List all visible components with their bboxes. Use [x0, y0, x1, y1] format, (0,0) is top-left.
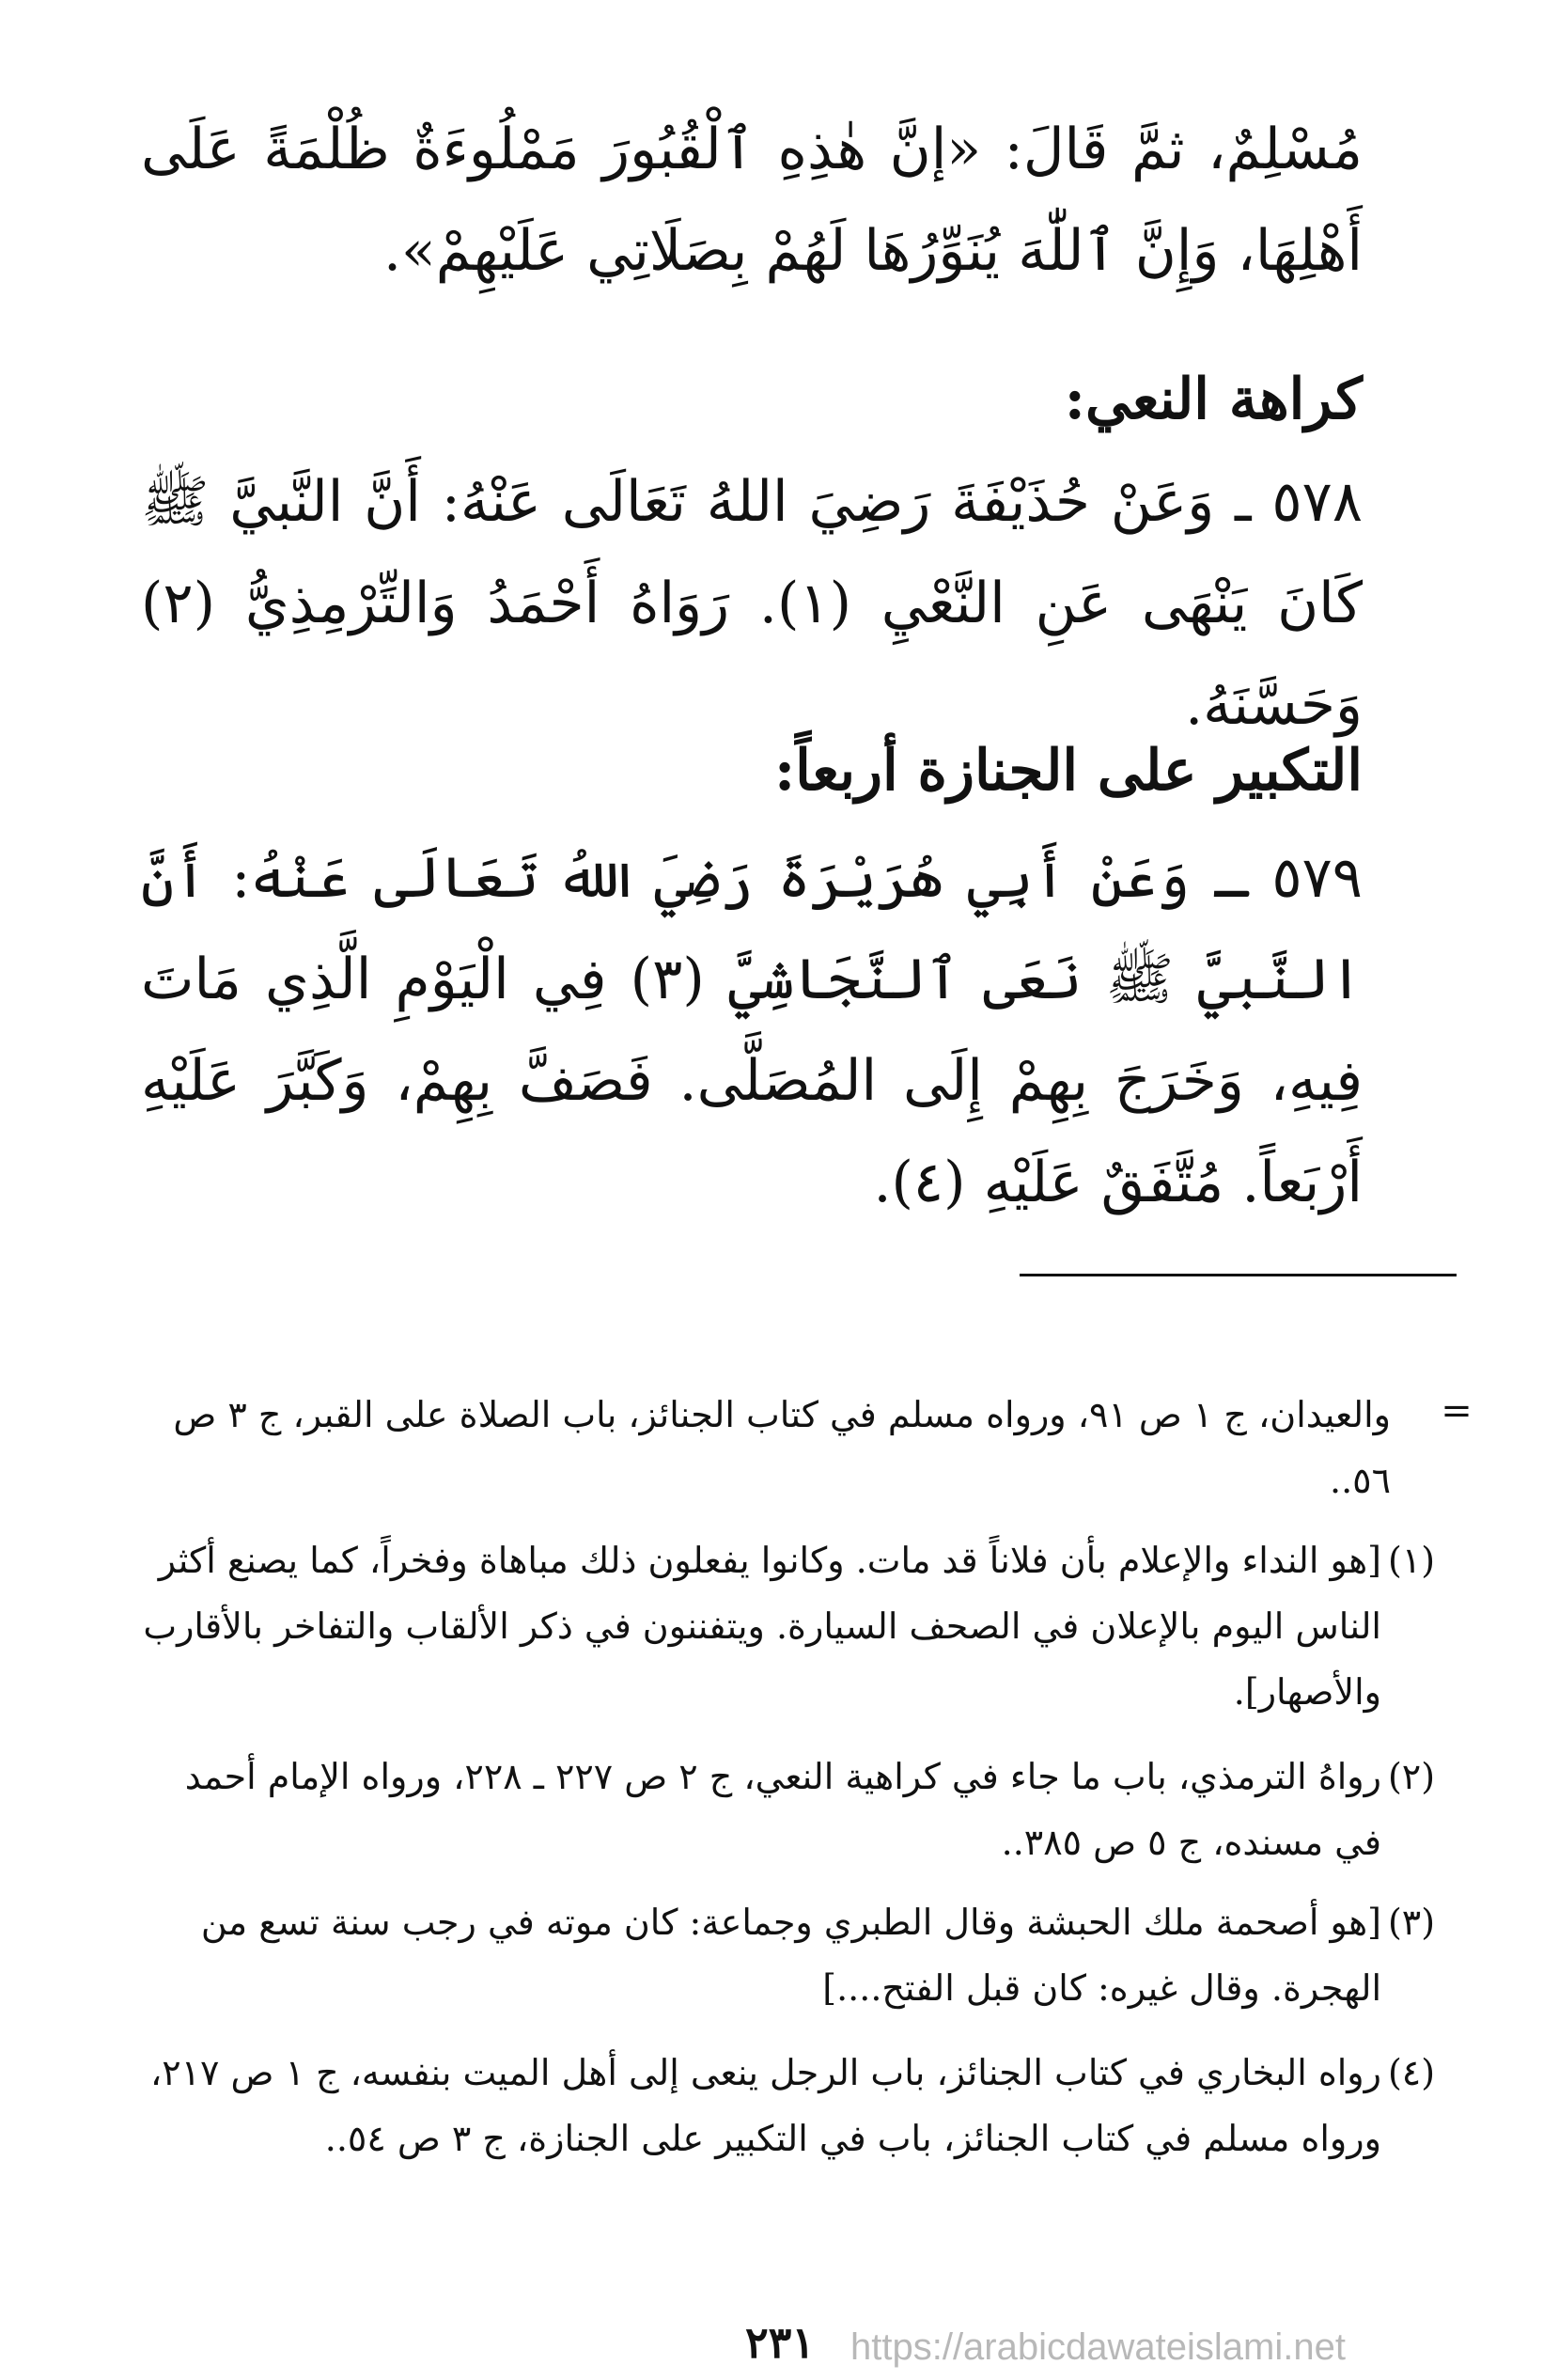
- footnote-text: [هو النداء والإعلام بأن فلاناً قد مات. وكانوا يفعلون ذلك مباهاة وفخراً، كما يصنع أكثر الناس اليوم بالإعلان في الصحف السيارة. ويتفننون في ذكر الألقاب والتفاخر بالأقارب والأصهار].: [143, 1540, 1381, 1713]
- footnote-number: (٤): [1387, 2052, 1436, 2093]
- section-heading-takbir: التكبير على الجنازة أربعاً:: [773, 738, 1363, 804]
- hadith-continuation: مُسْلِمٌ، ثمَّ قَالَ: «إنَّ هٰذِهِ ٱلْقُبُورَ مَمْلُوءَةٌ ظُلْمَةً عَلَى أَهْلِهَا، وَإِنَّ ٱللّٰهَ يُنَوِّرُهَا لَهُمْ بِصَلَاتِي عَلَيْهِمْ».: [141, 117, 1363, 284]
- footnote-text: رواهُ الترمذي، باب ما جاء في كراهية النعي، ج ٢ ص ٢٢٧ ـ ٢٢٨، ورواه الإمام أحمد في مسنده، ج ٥ ص ٣٨٥..: [184, 1756, 1381, 1863]
- footnote-number: (٢): [1387, 1756, 1436, 1797]
- footnote-text: رواه البخاري في كتاب الجنائز، باب الرجل ينعى إلى أهل الميت بنفسه، ج ١ ص ٢١٧، ورواه مسلم في كتاب الجنائز، باب في التكبير على الجنازة، ج ٣ ص ٥٤..: [149, 2052, 1381, 2159]
- footnote-3: [141, 1889, 1436, 2021]
- footnote-text: [هو أصحمة ملك الحبشة وقال الطبري وجماعة: كان موته في رجب سنة تسع من الهجرة. وقال غيره: كان قبل الفتح....]: [200, 1902, 1381, 2009]
- footnote-4: [141, 2040, 1436, 2171]
- continuation-mark: =: [1441, 1389, 1473, 1433]
- hadith-578: ٥٧٨ ـ وَعَنْ حُذَيْفَةَ رَضِيَ اللهُ تَعَالَى عَنْهُ: أَنَّ النَّبيَّ ﷺ كَانَ يَنْهَى عَنِ النَّعْيِ (١). رَوَاهُ أَحْمَدُ وَالتِّرْمِذِيُّ (٢) وَحَسَّنَهُ.: [141, 469, 1364, 738]
- page-number: ٢٣١: [744, 2317, 816, 2368]
- footnote-2: [141, 1744, 1436, 1875]
- footnote-1: [141, 1527, 1436, 1725]
- section-heading-naay: كراهة النعي:: [1064, 367, 1363, 432]
- hadith-579: ٥٧٩ ـ وَعَنْ أَبِي هُرَيْرَةَ رَضِيَ اللهُ تَعَالَى عَنْهُ: أَنَّ النَّبيَّ ﷺ نَعَى ٱلنَّجَاشِيَّ (٣) فِي الْيَوْمِ الَّذِي مَاتَ فِيهِ، وَخَرَجَ بِهِمْ إِلَى المُصَلَّى. فَصَفَّ بِهِمْ، وَكَبَّرَ عَلَيْهِ أَرْبَعاً. مُتَّفَقٌ عَلَيْهِ (٤).: [141, 845, 1363, 1215]
- footnote-continuation: والعيدان، ج ١ ص ٩١، ورواه مسلم في كتاب الجنائز، باب الصلاة على القبر، ج ٣ ص ٥٦..: [173, 1394, 1391, 1501]
- watermark-url: https://arabicdawateislami.net: [850, 2326, 1346, 2368]
- footnote-number: (٣): [1387, 1902, 1436, 1943]
- footnote-separator: [1020, 1274, 1457, 1276]
- footnote-number: (١): [1387, 1540, 1436, 1581]
